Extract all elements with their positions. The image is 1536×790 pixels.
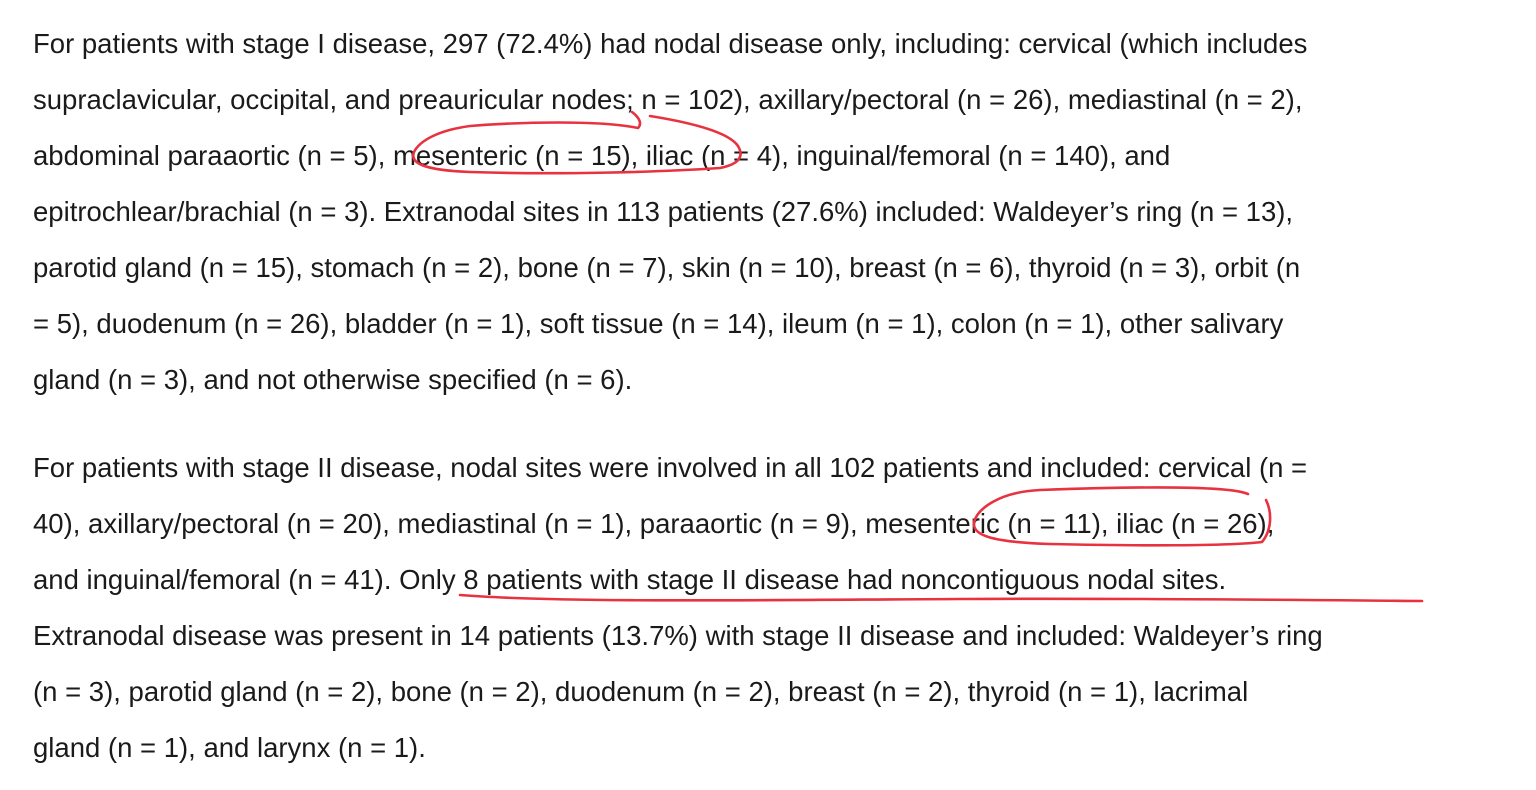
text-line: and inguinal/femoral (n = 41). Only 8 patients with stage II disease had noncontiguous nodal sites. bbox=[33, 564, 1227, 595]
paragraph-stage-1 bbox=[33, 16, 1307, 408]
text-line: parotid gland (n = 15), stomach (n = 2), bone (n = 7), skin (n = 10), breast (n = 6), thyroid (n = 3), orbit (n bbox=[33, 252, 1301, 283]
text-line: = 5), duodenum (n = 26), bladder (n = 1), soft tissue (n = 14), ileum (n = 1), colon (n = 1), other salivary bbox=[33, 308, 1284, 339]
text-line: Extranodal disease was present in 14 patients (13.7%) with stage II disease and included: Waldeyer’s ring bbox=[33, 620, 1323, 651]
text-line: supraclavicular, occipital, and preauricular nodes; n = 102), axillary/pectoral (n = 26), mediastinal (n = 2), bbox=[33, 84, 1303, 115]
text-line: For patients with stage I disease, 297 (72.4%) had nodal disease only, including: cervical (which includes bbox=[33, 28, 1308, 59]
text-line: gland (n = 1), and larynx (n = 1). bbox=[33, 732, 426, 763]
text-line: abdominal paraaortic (n = 5), mesenteric (n = 15), iliac (n = 4), inguinal/femoral (n = 140), and bbox=[33, 140, 1171, 171]
text-line: epitrochlear/brachial (n = 3). Extranodal sites in 113 patients (27.6%) included: Waldeyer’s ring (n = 13), bbox=[33, 196, 1294, 227]
text-line: gland (n = 3), and not otherwise specified (n = 6). bbox=[33, 364, 633, 395]
text-line: 40), axillary/pectoral (n = 20), mediastinal (n = 1), paraaortic (n = 9), mesenteric (n = 11), iliac (n = 26), bbox=[33, 508, 1275, 539]
paragraph-stage-2 bbox=[33, 440, 1323, 776]
text-line: For patients with stage II disease, nodal sites were involved in all 102 patients and included: cervical (n = bbox=[33, 452, 1308, 483]
text-line: (n = 3), parotid gland (n = 2), bone (n = 2), duodenum (n = 2), breast (n = 2), thyroid (n = 1), lacrimal bbox=[33, 676, 1249, 707]
